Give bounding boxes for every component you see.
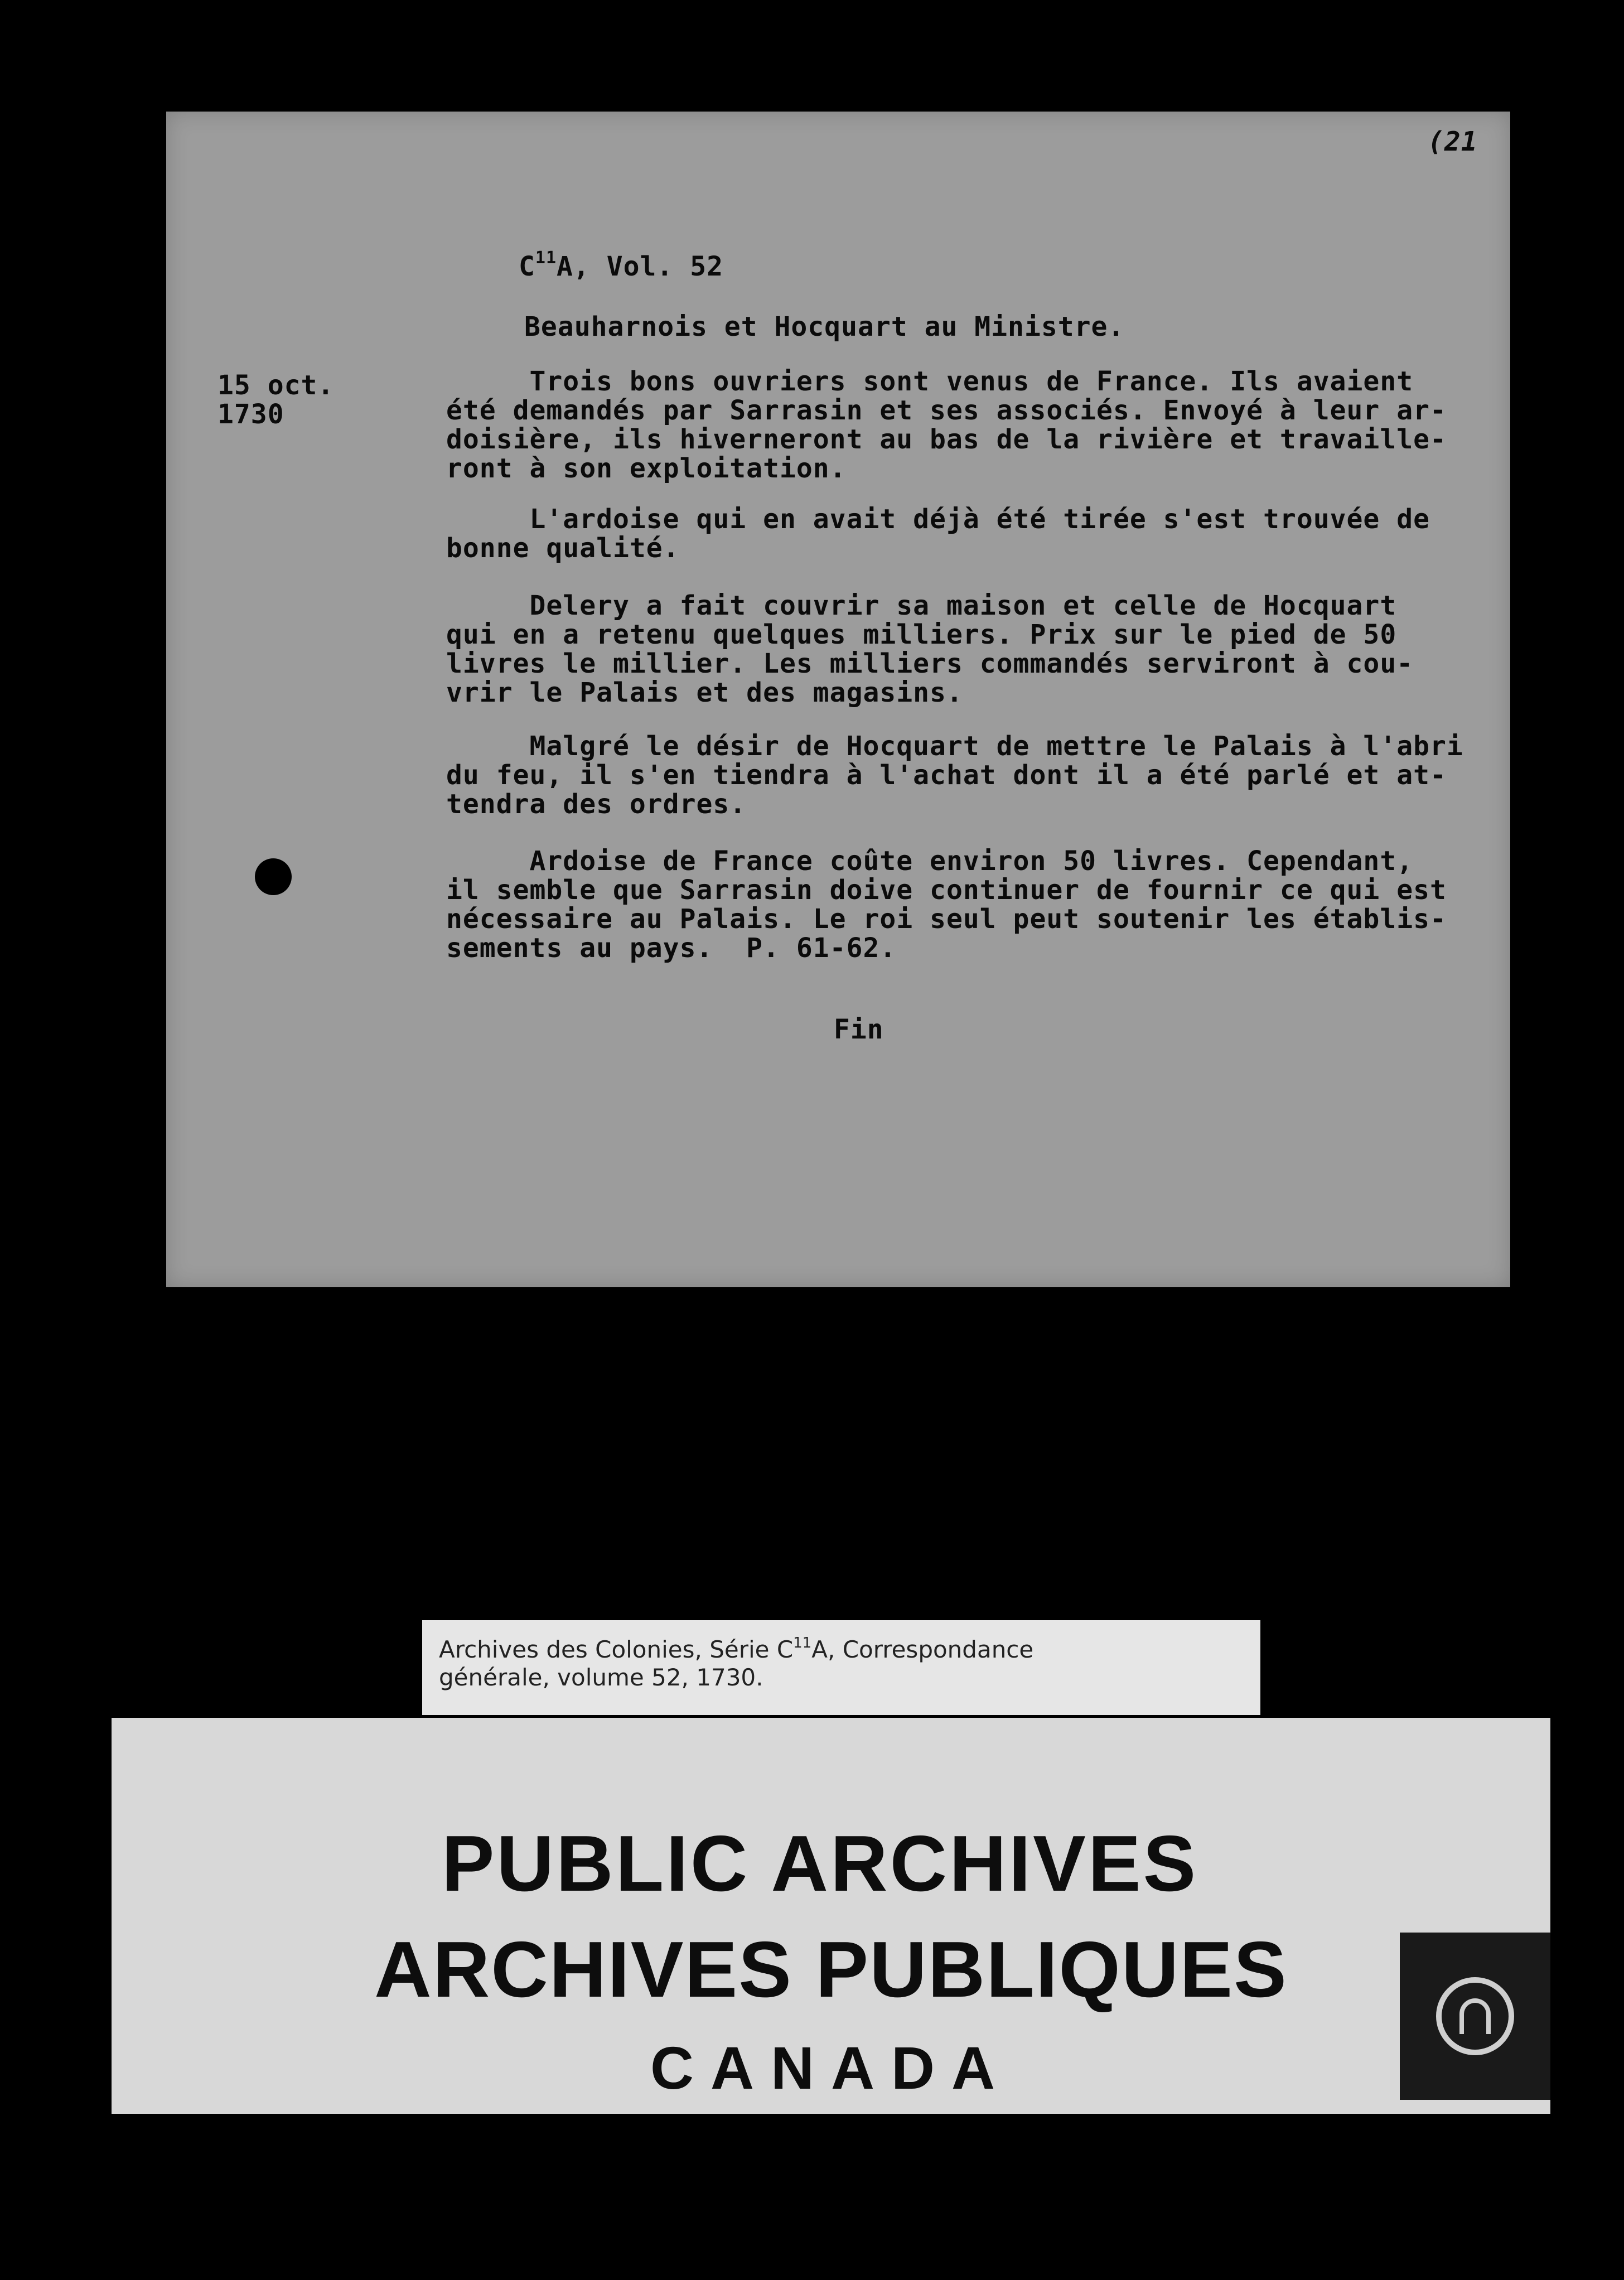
closing-word: Fin — [834, 1014, 884, 1045]
reference-line: $C^{11}A$, Vol. 52 — [519, 248, 724, 282]
banner-line-canada: CANADA — [650, 2034, 1012, 2102]
caption-text: Archives des Colonies, Série $C^{11}A$, Correspondance générale, volume 52, 1730. — [439, 1635, 1034, 1691]
caption-card — [422, 1620, 1260, 1715]
banner-line-public-archives: PUBLIC ARCHIVES — [441, 1819, 1198, 1908]
page-number: (21 — [1428, 126, 1478, 157]
banner-line-archives-publiques: ARCHIVES PUBLIQUES — [374, 1925, 1288, 2014]
emblem-inner — [1459, 1998, 1491, 2034]
archives-banner — [112, 1718, 1550, 2114]
paragraph: Trois bons ouvriers sont venus de France. Ils avaient été demandés par Sarrasin et ses associés. Envoyé à leur ar- doisière, ils hiverneront au bas de la rivière et travaille- ront à son exploitation. — [446, 366, 1447, 484]
paragraph: Malgré le désir de Hocquart de mettre le Palais à l'abri du feu, il s'en tiendra à l'achat dont il a été parlé et at- tendra des ordres. — [446, 731, 1463, 820]
punch-hole — [255, 858, 292, 895]
emblem-ring — [1436, 1977, 1514, 2055]
archives-emblem-icon — [1400, 1933, 1550, 2100]
paragraph: L'ardoise qui en avait déjà été tirée s'est trouvée de bonne qualité. — [446, 504, 1430, 564]
margin-date: 15 oct. 1730 — [218, 370, 335, 430]
document-title: Beauharnois et Hocquart au Ministre. — [524, 311, 1125, 342]
paragraph: Ardoise de France coûte environ 50 livres. Cependant, il semble que Sarrasin doive continuer de fournir ce qui est nécessaire au Palais. Le roi seul peut soutenir les établis- sements au pays. P. 61-62. — [446, 846, 1447, 964]
paragraph: Delery a fait couvrir sa maison et celle de Hocquart qui en a retenu quelques milliers. Prix sur le pied de 50 livres le millier. Les milliers commandés serviront à cou- vrir le Palais et des magasins. — [446, 590, 1414, 708]
